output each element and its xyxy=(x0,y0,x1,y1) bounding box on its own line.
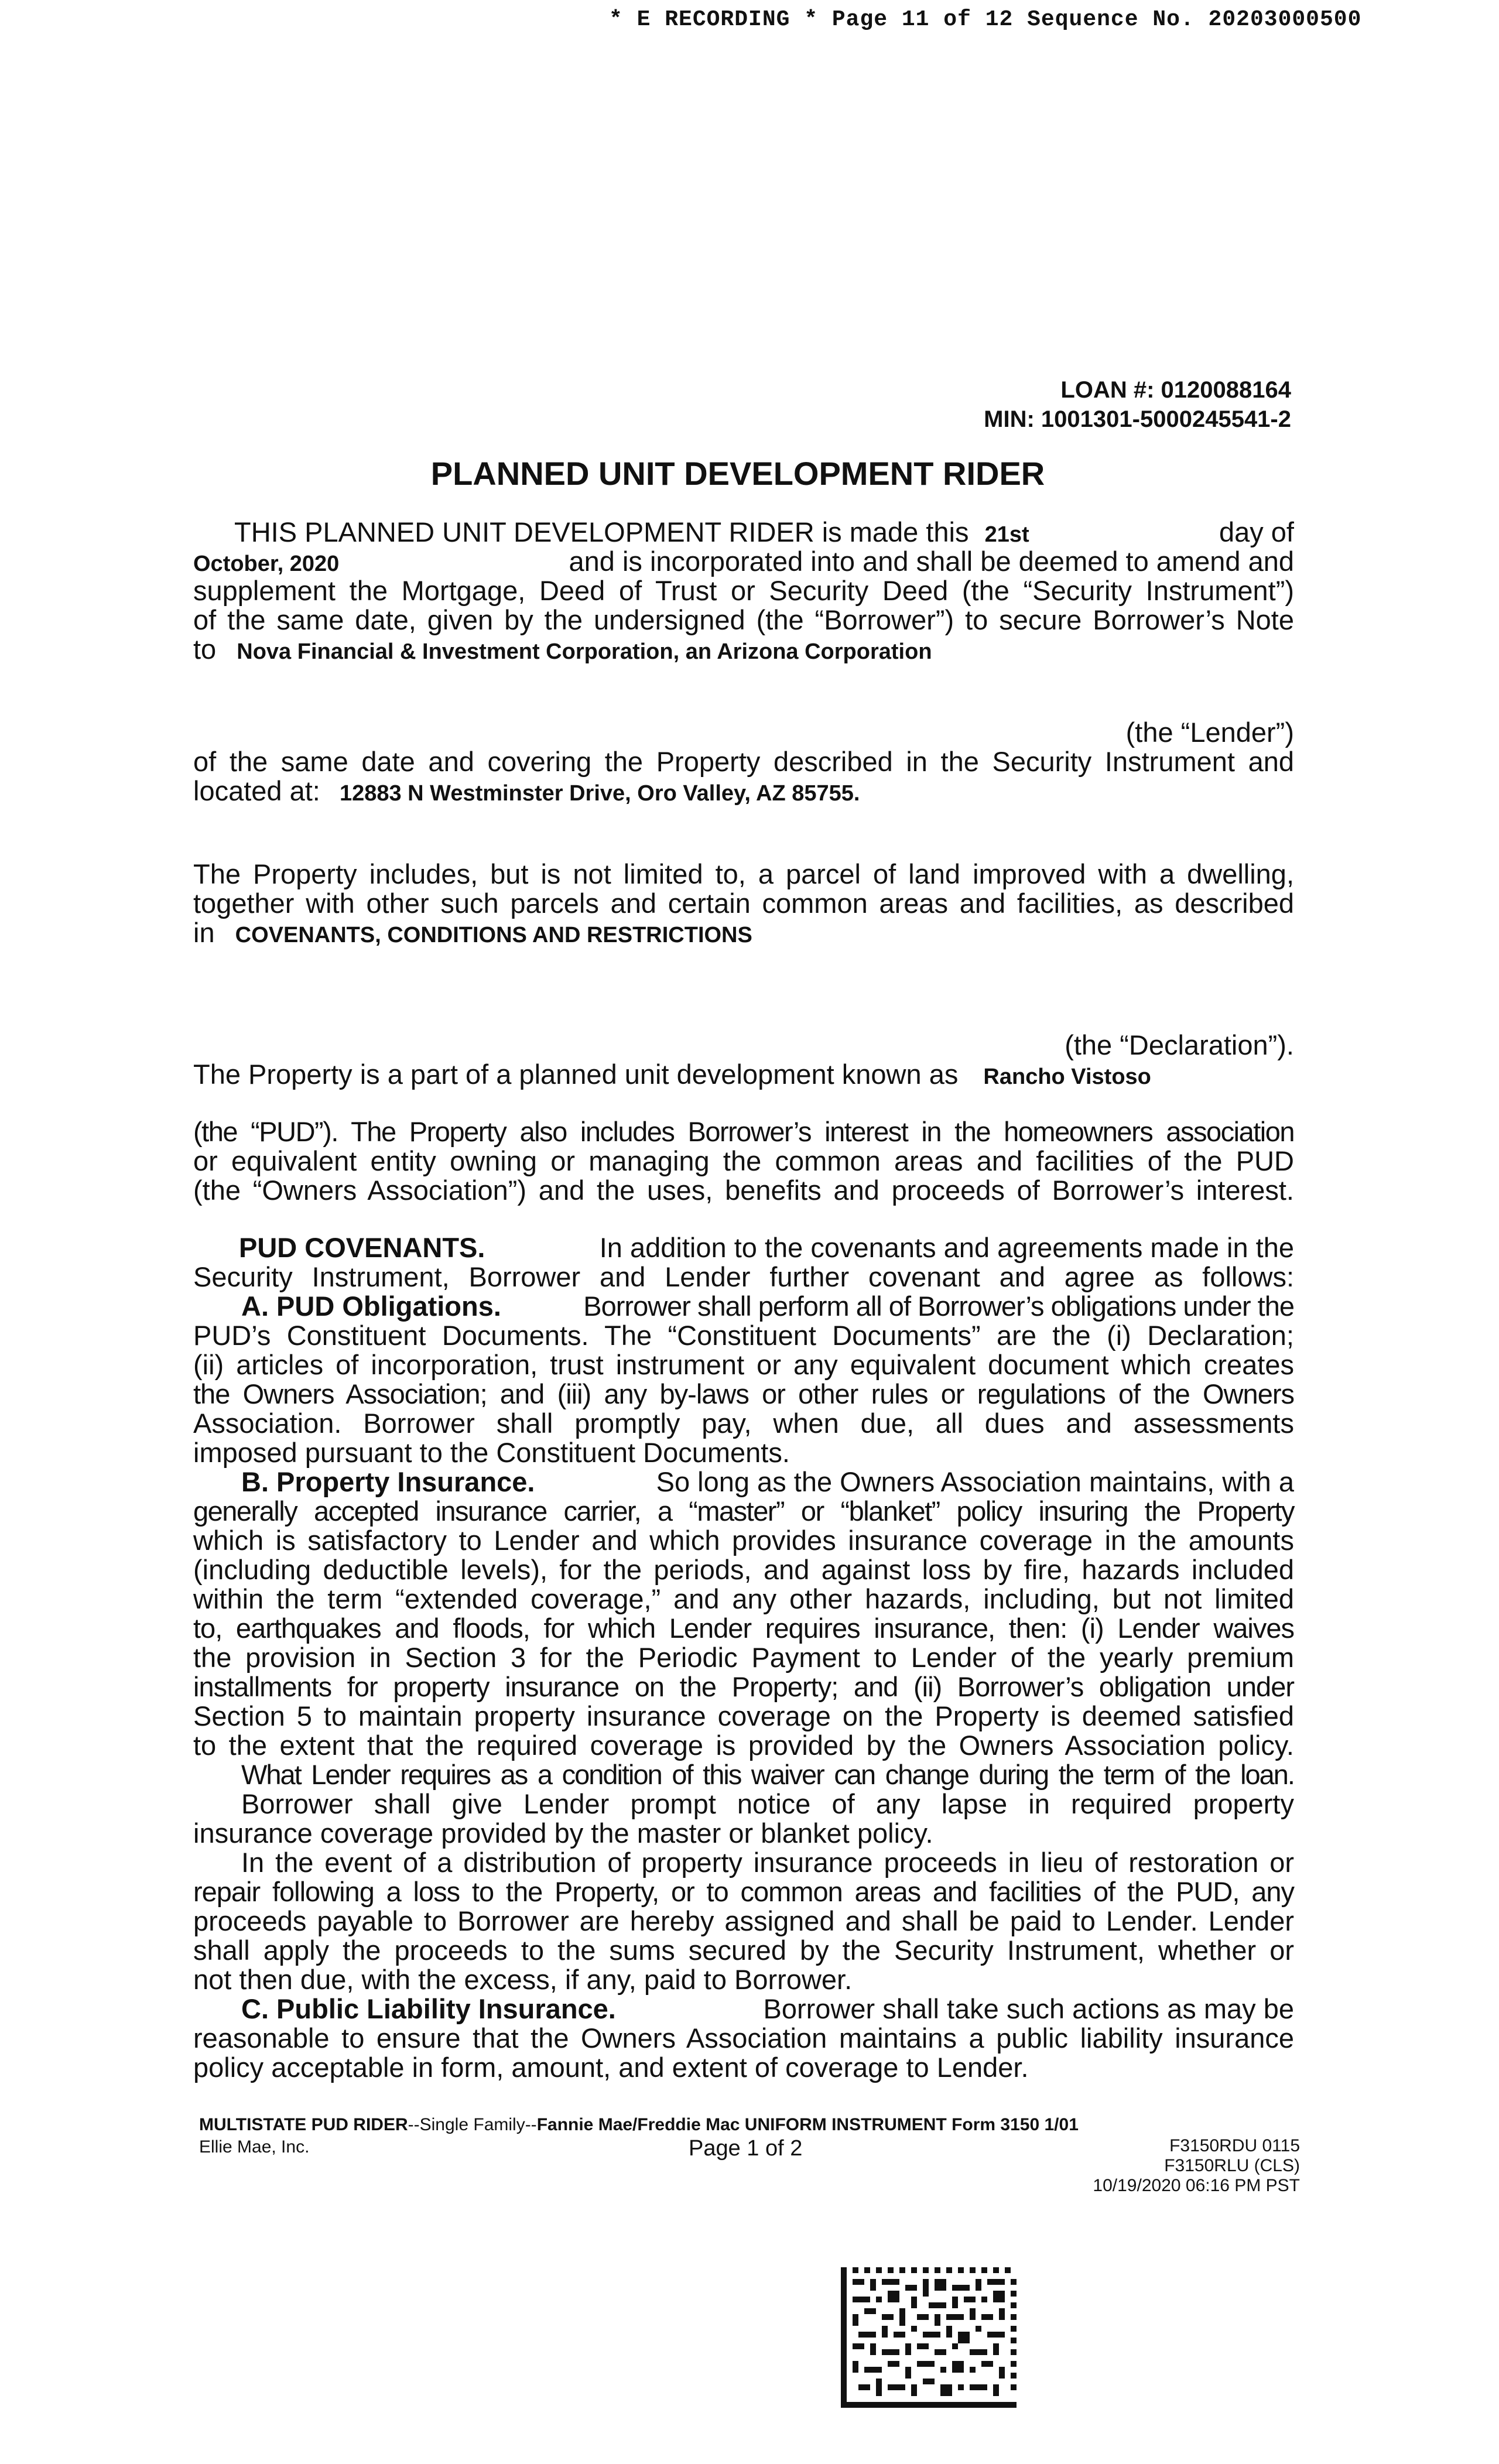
section-c-line-3: policy acceptable in form, amount, and extent of coverage to Lender. xyxy=(193,2052,1029,2083)
section-a-line-6: imposed pursuant to the Constituent Documents. xyxy=(193,1437,790,1468)
property-line-2: together with other such parcels and certain common areas and facilities, as described xyxy=(193,888,1294,919)
property-line-6: (the “PUD”). The Property also includes Borrower’s interest in the homeowners association xyxy=(193,1116,1294,1147)
section-b-line-14: In the event of a distribution of property insurance proceeds in lieu of restoration or xyxy=(241,1847,1294,1878)
covenants-line-2: Security Instrument, Borrower and Lender further covenant and agree as follows: xyxy=(193,1261,1294,1292)
intro-to: to xyxy=(193,634,217,665)
intro-line-7: of the same date and covering the Property described in the Security Instrument and xyxy=(193,746,1294,777)
intro-line-2 xyxy=(193,547,1294,579)
section-b-line-9: Section 5 to maintain property insurance coverage on the Property is deemed satisfied xyxy=(193,1700,1294,1731)
section-c-text-1: Borrower shall take such actions as may be xyxy=(763,1993,1294,2024)
property-address: 12883 N Westminster Drive, Oro Valley, AZ 85755. xyxy=(339,781,860,806)
section-b-line-6: to, earthquakes and floods, for which Lender requires insurance, then: (i) Lender waives xyxy=(193,1613,1294,1644)
section-b-line-5: within the term “extended coverage,” and any other hazards, including, but not limited xyxy=(193,1583,1294,1614)
form-code-1: F3150RDU 0115 xyxy=(1169,2136,1300,2155)
print-timestamp: 10/19/2020 06:16 PM PST xyxy=(1093,2176,1300,2195)
pud-known-as: The Property is a part of a planned unit development known as xyxy=(193,1059,959,1090)
section-b-line-10: to the extent that the required coverage is provided by the Owners Association policy. xyxy=(193,1730,1294,1761)
section-a-line-4: the Owners Association; and (iii) any by-laws or other rules or regulations of the Owners xyxy=(193,1378,1294,1409)
page-number: Page 1 of 2 xyxy=(689,2136,803,2161)
section-a-line-5: Association. Borrower shall promptly pay, when due, all dues and assessments xyxy=(193,1408,1294,1439)
section-b-line-7: the provision in Section 3 for the Periodic Payment to Lender of the yearly premium xyxy=(193,1642,1294,1673)
form-code-2: F3150RLU (CLS) xyxy=(1164,2156,1300,2175)
min-number: MIN: 1001301-5000245541-2 xyxy=(984,406,1291,432)
section-a-line-3: (ii) articles of incorporation, trust instrument or any equivalent document which creates xyxy=(193,1349,1294,1380)
intro-line-1 xyxy=(234,518,1294,549)
intro-text-2: and is incorporated into and shall be deemed to amend and xyxy=(569,546,1294,577)
section-b-line-16: proceeds payable to Borrower are hereby assigned and shall be paid to Lender. Lender xyxy=(193,1905,1294,1936)
section-b-line-11: What Lender requires as a condition of this waiver can change during the term of the loan. xyxy=(241,1759,1294,1790)
form-instrument: Fannie Mae/Freddie Mac UNIFORM INSTRUMENT Form 3150 1/01 xyxy=(536,2115,1079,2134)
intro-line-5 xyxy=(193,635,1294,666)
datamatrix-barcode-icon xyxy=(841,2267,1017,2408)
form-name: MULTISTATE PUD RIDER xyxy=(199,2115,408,2134)
lender-suffix: (the “Lender”) xyxy=(1125,717,1294,748)
section-b-line-12: Borrower shall give Lender prompt notice of any lapse in required property xyxy=(241,1788,1294,1819)
section-b-text-1: So long as the Owners Association maintains, with a xyxy=(656,1466,1294,1497)
recording-header: * E RECORDING * Page 11 of 12 Sequence No. 20203000500 xyxy=(609,7,1362,32)
section-b-line-18: not then due, with the excess, if any, paid to Borrower. xyxy=(193,1964,853,1995)
section-c-line-1 xyxy=(241,1994,1294,2024)
lender-name: Nova Financial & Investment Corporation, an Arizona Corporation xyxy=(237,639,932,664)
section-b-line-2: generally accepted insurance carrier, a “master” or “blanket” policy insuring the Property xyxy=(193,1495,1294,1527)
declaration-document: COVENANTS, CONDITIONS AND RESTRICTIONS xyxy=(235,923,752,947)
section-a-line-1 xyxy=(241,1292,1294,1321)
rider-month-year: October, 2020 xyxy=(193,552,340,576)
covenants-text-1: In addition to the covenants and agreements made in the xyxy=(599,1232,1294,1263)
form-identifier xyxy=(199,2115,1079,2135)
intro-line-3: supplement the Mortgage, Deed of Trust or Security Deed (the “Security Instrument”) xyxy=(193,575,1294,606)
section-c-heading: C. Public Liability Insurance. xyxy=(241,1993,616,2024)
section-c-line-2: reasonable to ensure that the Owners Association maintains a public liability insurance xyxy=(193,2022,1294,2054)
rider-day: 21st xyxy=(984,522,1029,547)
property-line-7: or equivalent entity owning or managing the common areas and facilities of the PUD xyxy=(193,1145,1294,1176)
declaration-suffix: (the “Declaration”). xyxy=(1065,1029,1294,1060)
section-b-line-13: insurance coverage provided by the master or blanket policy. xyxy=(193,1818,933,1849)
located-at-label: located at: xyxy=(193,775,320,806)
section-b-line-17: shall apply the proceeds to the sums secured by the Security Instrument, whether or xyxy=(193,1935,1294,1966)
section-b-line-3: which is satisfactory to Lender and which provides insurance coverage in the amounts xyxy=(193,1525,1294,1556)
form-family: --Single Family-- xyxy=(408,2115,537,2134)
section-b-line-15: repair following a loss to the Property, or to common areas and facilities of the PUD, any xyxy=(193,1876,1294,1907)
section-a-heading: A. PUD Obligations. xyxy=(241,1291,501,1322)
property-in: in xyxy=(193,917,215,948)
section-a-text-1: Borrower shall perform all of Borrower’s obligations under the xyxy=(583,1291,1294,1322)
covenants-line-1 xyxy=(239,1233,1294,1262)
property-line-3 xyxy=(193,918,1294,950)
intro-line-4: of the same date, given by the undersigned (the “Borrower”) to secure Borrower’s Note xyxy=(193,604,1294,635)
section-a-line-2: PUD’s Constituent Documents. The “Constituent Documents” are the (i) Declaration; xyxy=(193,1320,1294,1351)
intro-text-1a: THIS PLANNED UNIT DEVELOPMENT RIDER is made this xyxy=(234,516,969,547)
property-line-1: The Property includes, but is not limited to, a parcel of land improved with a dwelling, xyxy=(193,858,1294,889)
pud-name: Rancho Vistoso xyxy=(983,1065,1151,1089)
loan-number: LOAN #: 0120088164 xyxy=(1060,377,1291,403)
property-line-5 xyxy=(193,1060,1294,1091)
company-name: Ellie Mae, Inc. xyxy=(199,2137,310,2157)
covenants-heading: PUD COVENANTS. xyxy=(239,1232,485,1263)
page-title: PLANNED UNIT DEVELOPMENT RIDER xyxy=(430,455,1045,492)
section-b-line-8: installments for property insurance on the Property; and (ii) Borrower’s obligation under xyxy=(193,1671,1294,1702)
section-b-line-1 xyxy=(241,1467,1294,1497)
section-b-line-4: (including deductible levels), for the periods, and against loss by fire, hazards included xyxy=(193,1554,1294,1585)
property-line-8: (the “Owners Association”) and the uses, benefits and proceeds of Borrower’s interest. xyxy=(193,1175,1294,1206)
intro-line-8 xyxy=(193,776,1294,808)
intro-text-1b: day of xyxy=(1219,516,1294,547)
section-b-heading: B. Property Insurance. xyxy=(241,1466,535,1497)
